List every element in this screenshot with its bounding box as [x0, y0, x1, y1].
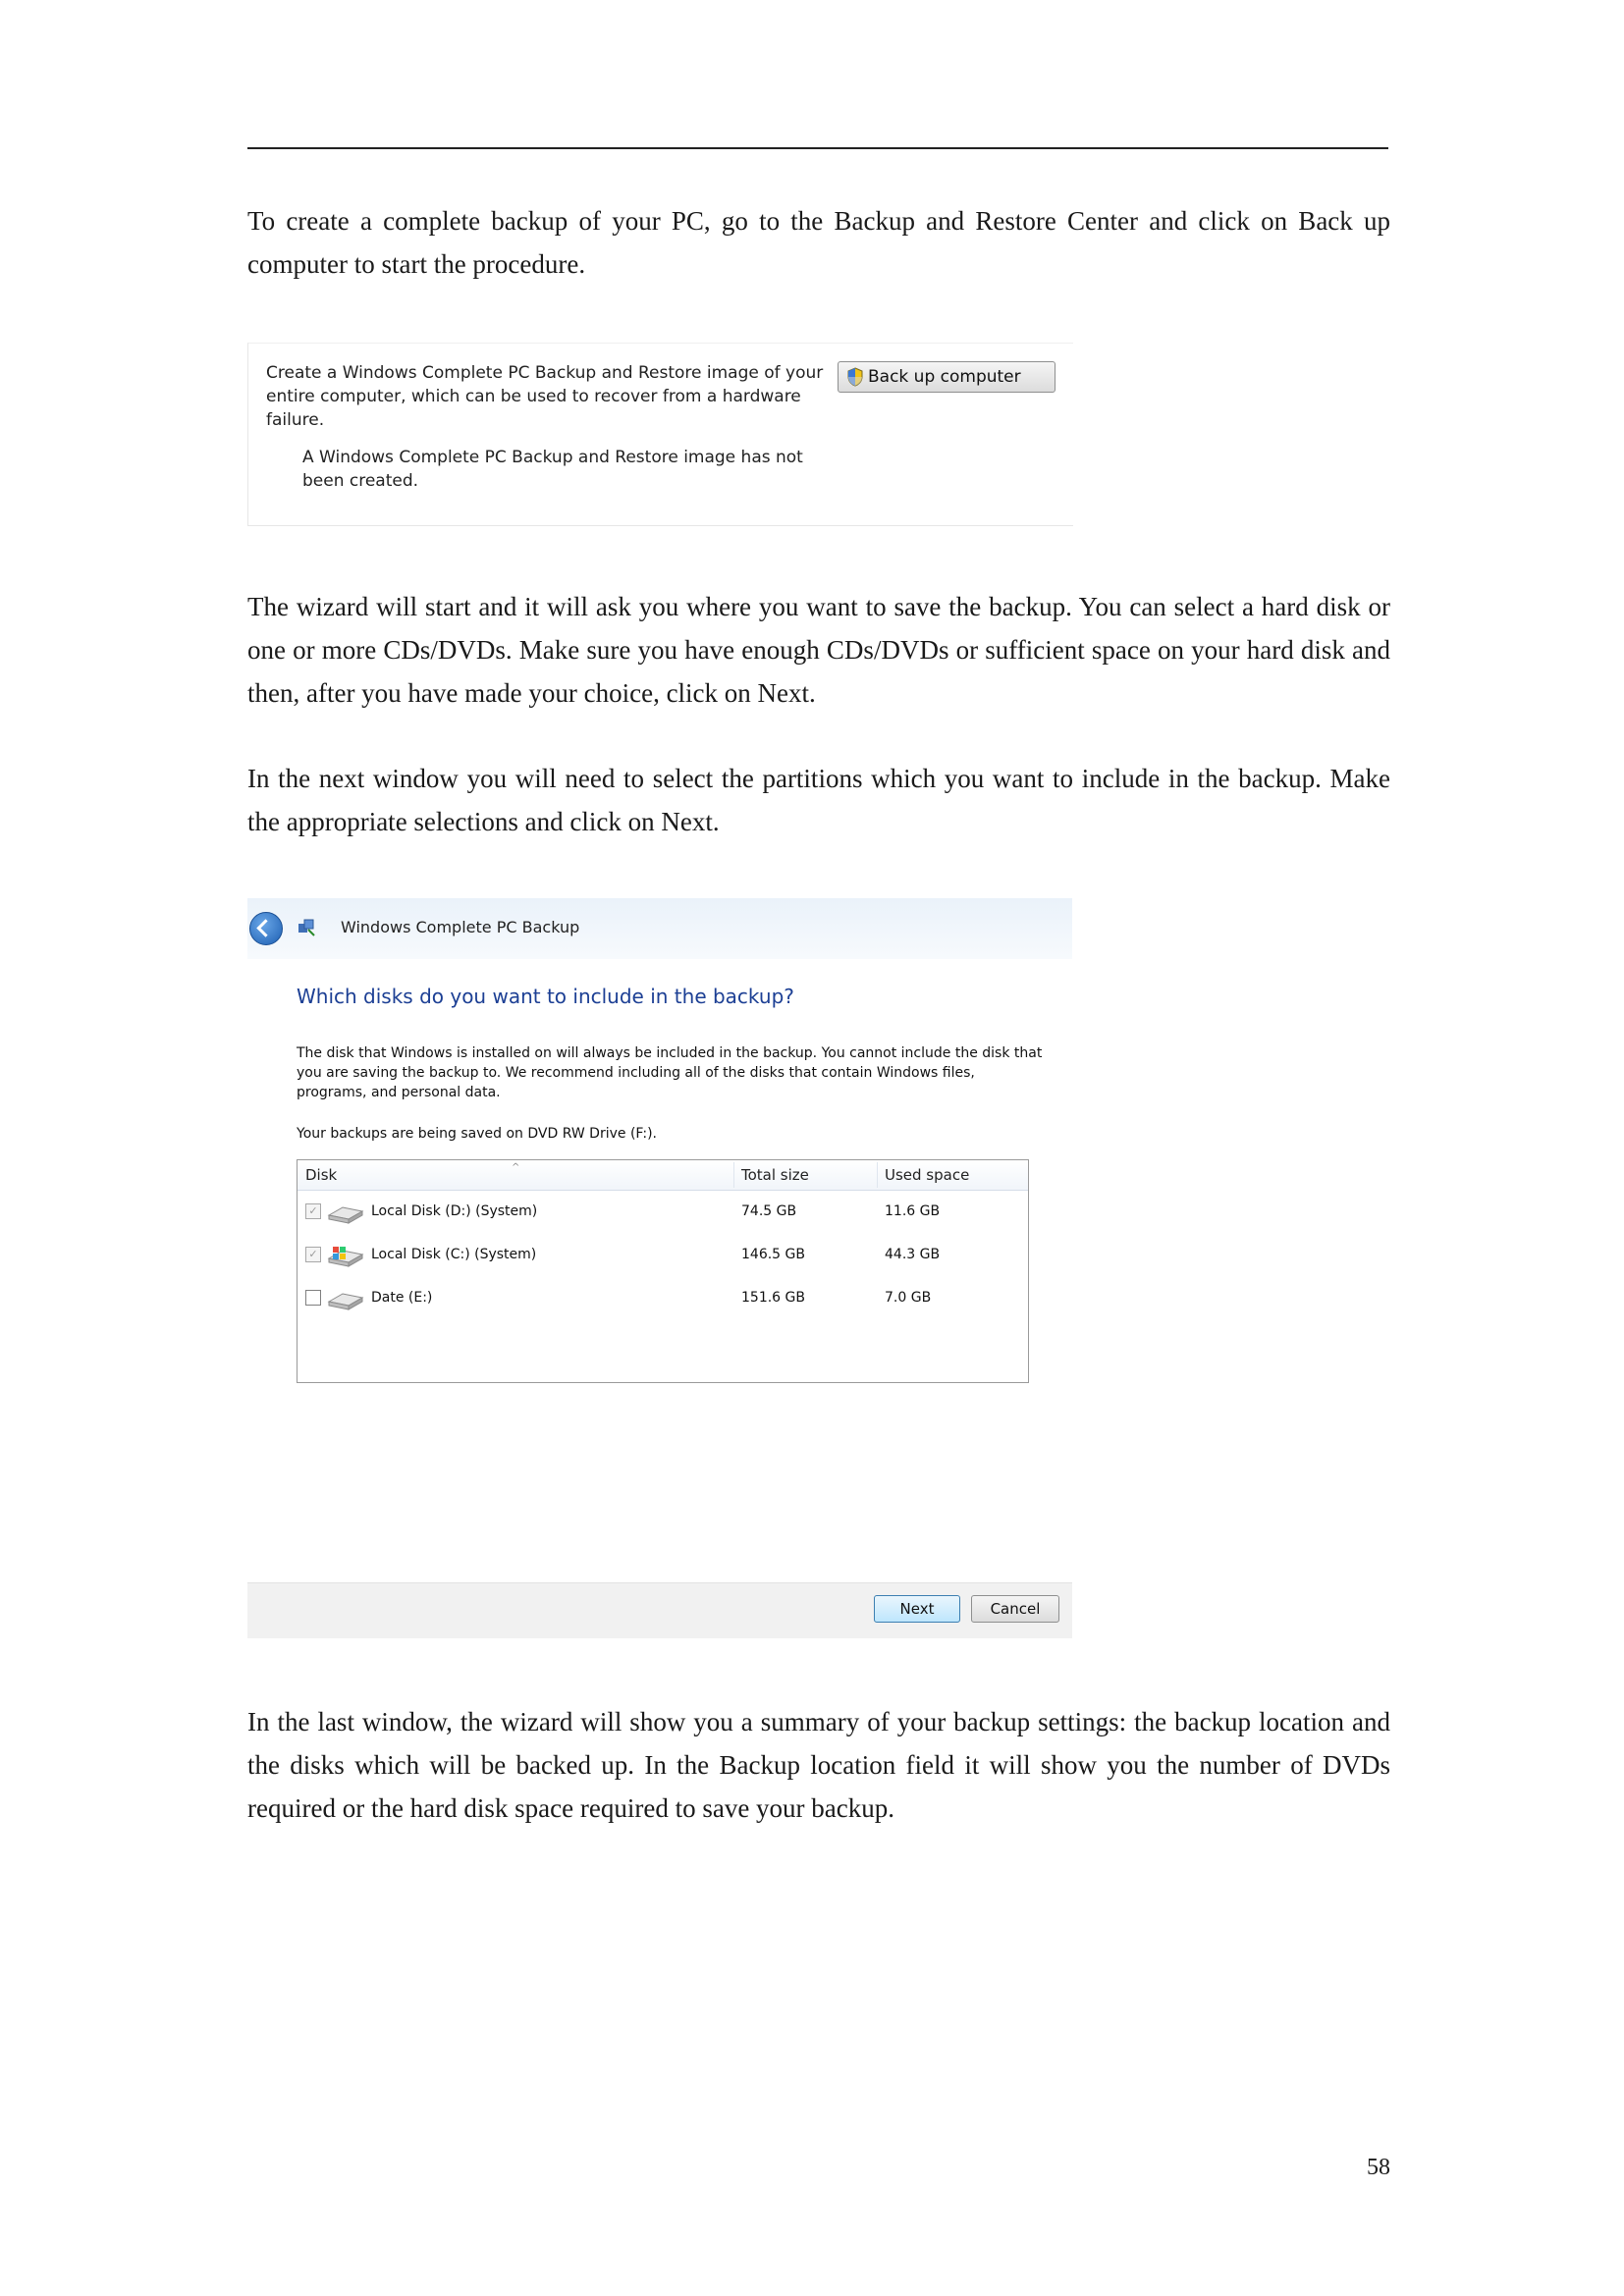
disk-selection-wizard: [247, 898, 1072, 1639]
table-row[interactable]: [298, 1196, 1028, 1231]
paragraph-backup-intro: To create a complete backup of your PC, go to the Backup and Restore Center and click on Back up computer to start the procedure.: [247, 206, 1390, 279]
disk-used-space: 7.0 GB: [885, 1290, 932, 1306]
table-row[interactable]: [298, 1282, 1028, 1317]
wizard-explanation-text: The disk that Windows is installed on will always be included in the backup. You cannot include the disk that you are saving the backup to. We recommend including all of the disks that contain Windows files, programs, and personal data.: [297, 1045, 1043, 1100]
cancel-button[interactable]: Cancel: [971, 1595, 1059, 1623]
disk-name: Date (E:): [371, 1290, 433, 1306]
disk-table: [297, 1159, 1029, 1383]
back-up-computer-label: Back up computer: [868, 367, 1021, 387]
disk-total-size: 151.6 GB: [741, 1290, 805, 1306]
disk-name: Local Disk (D:) (System): [371, 1203, 538, 1219]
page-number: 58: [1367, 2155, 1390, 2180]
windows-system-disk-icon: [325, 1245, 366, 1268]
disk-total-size: 146.5 GB: [741, 1247, 805, 1262]
wizard-footer: [247, 1582, 1072, 1638]
disk-checkbox-e[interactable]: [305, 1290, 321, 1306]
disk-used-space: 11.6 GB: [885, 1203, 941, 1219]
backup-center-screenshot: [247, 343, 1073, 526]
wizard-question-heading: Which disks do you want to include in the backup?: [297, 985, 794, 1008]
next-button[interactable]: Next: [874, 1595, 960, 1623]
uac-shield-icon: [846, 367, 864, 387]
column-header-total-size[interactable]: Total size: [741, 1166, 809, 1184]
sort-caret-icon: ^: [512, 1162, 520, 1173]
back-arrow-icon[interactable]: [249, 912, 283, 945]
wizard-window-title: Windows Complete PC Backup: [341, 918, 580, 936]
backup-status-text: A Windows Complete PC Backup and Restore image has not been created.: [302, 448, 803, 491]
backup-destination-text: Your backups are being saved on DVD RW Drive (F:).: [297, 1126, 657, 1142]
disk-name: Local Disk (C:) (System): [371, 1247, 537, 1262]
column-divider[interactable]: [733, 1162, 734, 1188]
column-divider[interactable]: [877, 1162, 878, 1188]
header-rule: [247, 147, 1388, 149]
column-header-used-space[interactable]: Used space: [885, 1166, 970, 1184]
column-header-disk[interactable]: Disk: [305, 1166, 338, 1184]
disk-used-space: 44.3 GB: [885, 1247, 941, 1262]
hard-disk-icon: [325, 1288, 366, 1311]
disk-total-size: 74.5 GB: [741, 1203, 797, 1219]
hard-disk-icon: [325, 1201, 366, 1225]
paragraph-wizard-start: The wizard will start and it will ask you where you want to save the backup. You can select a hard disk or one or more CDs/DVDs. Make sure you have enough CDs/DVDs or sufficient space on your hard disk and then, after you have made your choice, click on Next.: [247, 592, 1390, 708]
disk-checkbox-c[interactable]: ✓: [305, 1247, 321, 1262]
back-up-computer-button[interactable]: [838, 361, 1056, 393]
disk-checkbox-d[interactable]: ✓: [305, 1203, 321, 1219]
paragraph-summary: In the last window, the wizard will show you a summary of your backup settings: the backup location and the disks which will be backed up. In the Backup location field it will show you the number of DVDs required or the hard disk space required to save your backup.: [247, 1707, 1390, 1823]
paragraph-select-partitions: In the next window you will need to select the partitions which you want to include in the backup. Make the appropriate selections and click on Next.: [247, 764, 1390, 836]
disk-table-header: [298, 1160, 1028, 1191]
backup-description: Create a Windows Complete PC Backup and Restore image of your entire computer, which can be used to recover from a hardware failure.: [266, 363, 824, 430]
backup-app-icon: [297, 918, 316, 937]
table-row[interactable]: [298, 1239, 1028, 1274]
wizard-titlebar: [247, 898, 1072, 959]
